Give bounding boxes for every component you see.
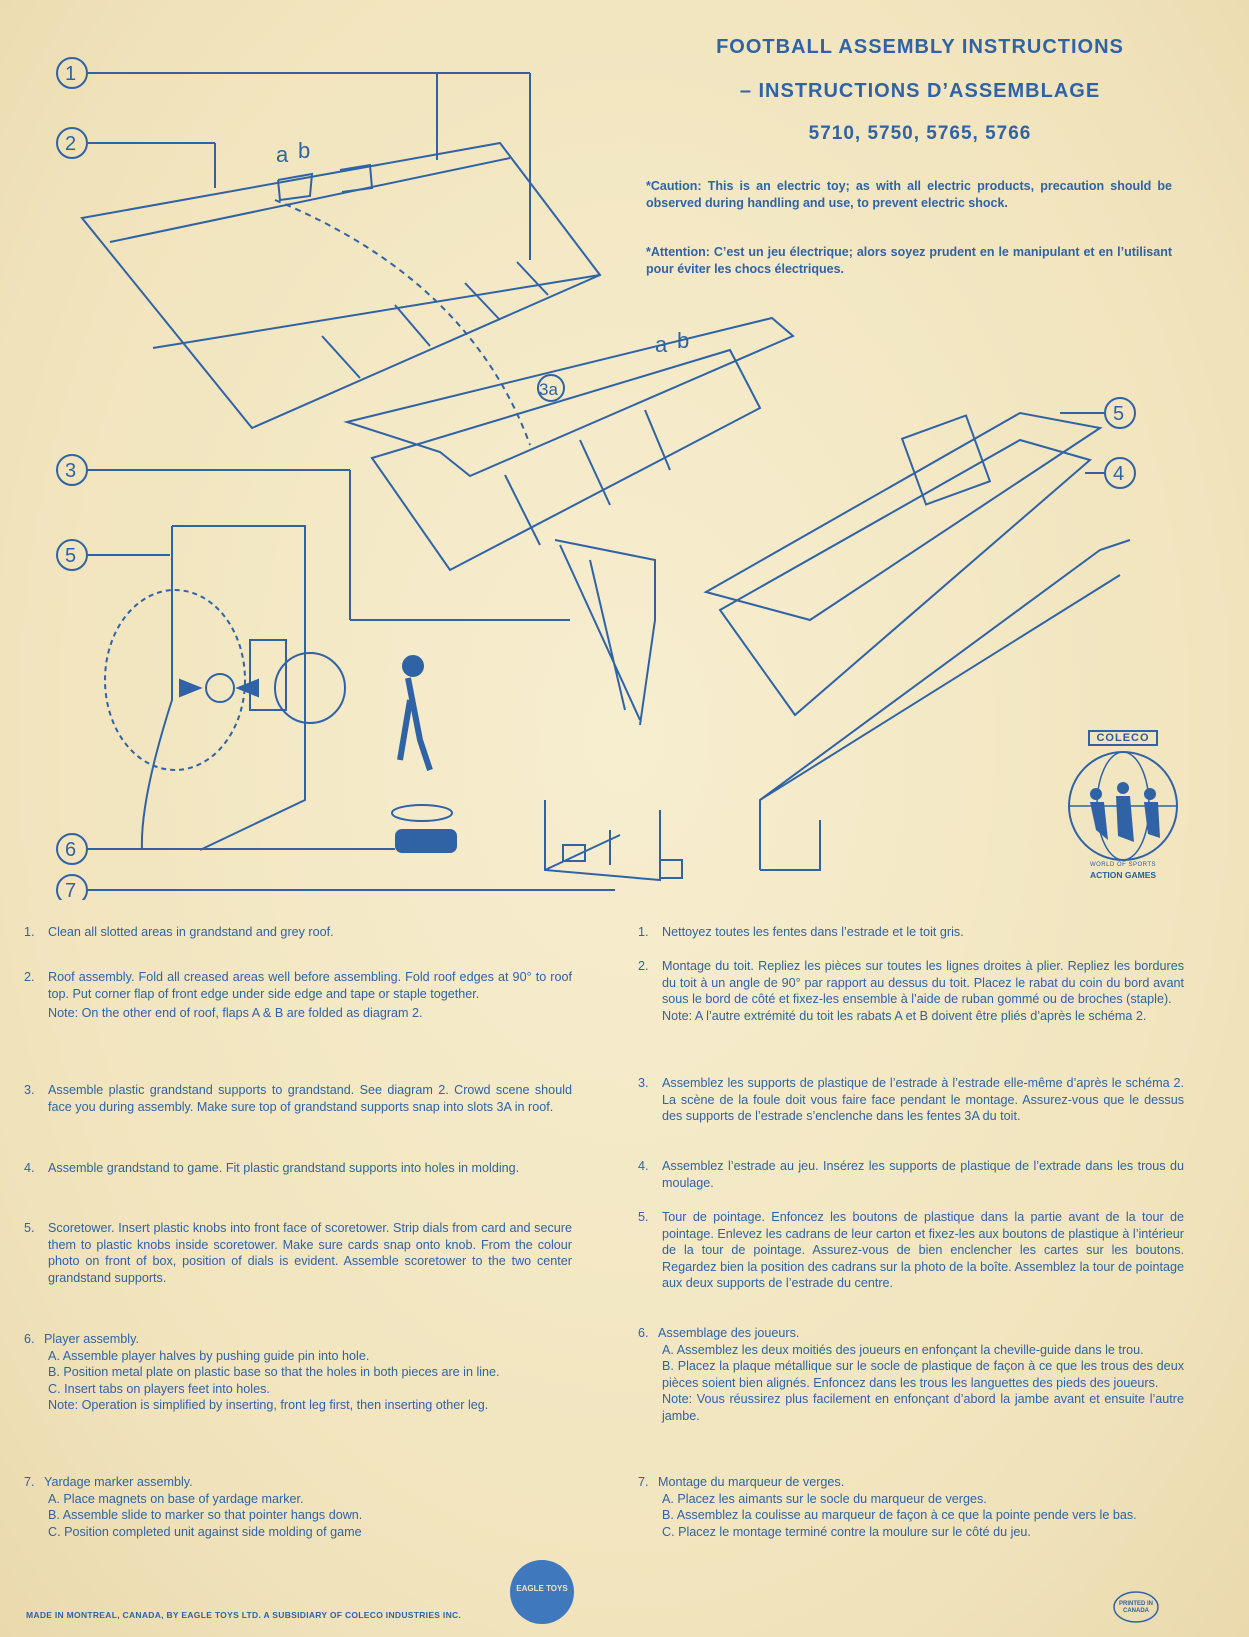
instruction-en-2: 2. Roof assembly. Fold all creased areas well before assembling. Fold roof edges at 90° to roof top. Put corner flap of front edge under side edge and tape or staple together. Note: On the other end of roof, flaps A & B are folded as diagram 2.	[24, 970, 572, 1021]
instruction-fr-4: 4. Assemblez l’estrade au jeu. Insérez les supports de plastique de l’extrade dans les trous du moulage.	[638, 1159, 1184, 1190]
instruction-en-7: 7. Yardage marker assembly. A. Place magnets on base of yardage marker. B. Assemble slide to marker so that pointer hangs down. C. Position completed unit against side molding of game	[24, 1475, 363, 1539]
svg-text:a: a	[655, 332, 668, 357]
coleco-logo: COLECO	[1058, 728, 1188, 746]
callout-7	[57, 875, 615, 900]
callout-2	[57, 128, 215, 188]
callout-4	[1085, 458, 1135, 488]
instruction-fr-3: 3. Assemblez les supports de plastique de l’estrade à l’estrade elle-même d’après le schéma 2. La scène de la foule doit vous faire face pendant le montage. Assurez-vous que le dessus des supports de l’estrade s’enclenche dans les fentes 3A du toit.	[638, 1076, 1184, 1124]
instruction-en-3: 3. Assemble plastic grandstand supports to grandstand. See diagram 2. Crowd scene should face you during assembly. Make sure top of grandstand supports snap into slots 3A in roof.	[24, 1083, 572, 1114]
instruction-fr-1: 1. Nettoyez toutes les fentes dans l’estrade et le toit gris.	[638, 925, 964, 939]
made-in-footer: MADE IN MONTREAL, CANADA, BY EAGLE TOYS LTD. A SUBSIDIARY OF COLECO INDUSTRIES INC.	[26, 1610, 462, 1620]
svg-text:1: 1	[65, 63, 77, 85]
svg-text:5: 5	[65, 545, 77, 567]
svg-text:4: 4	[1113, 463, 1125, 485]
printed-in-canada-stamp	[1112, 1590, 1160, 1624]
callout-5-left	[57, 540, 170, 570]
callout-3	[57, 455, 570, 620]
svg-text:b: b	[298, 138, 311, 163]
instruction-fr-2: 2. Montage du toit. Repliez les pièces sur toutes les lignes droites à plier. Repliez les bordures du toit à un angle de 90° par rapport au dessus du toit. Placez le rabat du coin du bord avant sous le bord de côté et fixez-les ensemble à l’aide de ruban gommé ou de broches (staple). Note: A l’autre extrémité du toit les rabats A et B doivent être pliés d’après le schéma 2.	[638, 959, 1184, 1023]
instruction-fr-5: 5. Tour de pointage. Enfoncez les boutons de plastique dans la partie avant de la tour de pointage. Enlevez les cadrans de leur carton et fixez-les aux boutons de plastique à l’intérieur de la tour de pointage. Assurez-vous de bien enclencher les cartes sur les boutons. Regardez bien la position des cadrans sur la photo de la boîte. Assemblez la tour de pointage aux deux supports de l’estrade du centre.	[638, 1210, 1184, 1291]
svg-text:b: b	[677, 328, 690, 353]
logo-tagline: WORLD OF SPORTS	[1089, 862, 1157, 868]
knob-detail-drawing	[105, 526, 345, 850]
caution-french: *Attention: C’est un jeu électrique; alors soyez prudent en le manipulant et en l’utilisant pour éviter les chocs électriques.	[646, 245, 1172, 276]
globe-players-icon	[1060, 750, 1186, 862]
caution-english: *Caution: This is an electric toy; as with all electric products, precaution should be observed during handling and use, to prevent electric shock.	[646, 179, 1172, 210]
logo-series: ACTION GAMES	[1089, 870, 1157, 880]
player-drawing	[392, 656, 456, 852]
yardage-marker-drawing	[545, 800, 682, 880]
printed-stamp-text: PRINTED IN CANADA	[1118, 1601, 1153, 1614]
eagle-toys-logo	[510, 1560, 574, 1624]
roof-drawing	[82, 138, 600, 445]
eagle-toys-label: EAGLE TOYS	[516, 1584, 568, 1593]
callout-1	[57, 58, 530, 260]
svg-text:3a: 3a	[539, 380, 558, 399]
instruction-en-6: 6. Player assembly. A. Assemble player halves by pushing guide pin into hole. B. Position metal plate on plastic base so that the holes in both pieces are in line. C. Insert tabs on players feet into holes. Note: Operation is simplified by inserting, front leg first, then inserting other leg.	[24, 1332, 500, 1413]
svg-text:2: 2	[65, 133, 77, 155]
svg-text:a: a	[276, 142, 289, 167]
instruction-en-5: 5. Scoretower. Insert plastic knobs into front face of scoretower. Strip dials from card and secure them to plastic knobs inside scoretower. Make sure cards snap onto knob. From the colour photo on front of box, position of dials is evident. Assemble scoretower to the two center grandstand supports.	[24, 1221, 572, 1285]
svg-text:6: 6	[65, 839, 77, 861]
model-numbers: 5710, 5750, 5765, 5766	[808, 123, 1032, 144]
page-subtitle: – INSTRUCTIONS D’ASSEMBLAGE	[739, 80, 1101, 102]
instruction-en-1: 1. Clean all slotted areas in grandstand and grey roof.	[24, 925, 334, 939]
page-title: FOOTBALL ASSEMBLY INSTRUCTIONS	[716, 36, 1124, 58]
svg-text:5: 5	[1113, 403, 1125, 425]
svg-text:3: 3	[65, 460, 77, 482]
instruction-fr-6: 6. Assemblage des joueurs. A. Assemblez les deux moitiés des joueurs en enfonçant la cheville-guide dans le trou. B. Placez la plaque métallique sur le socle de plastique de façon à ce que les trous des deux pièces soient bien alignés. Enfoncez dans les trous les languettes des pieds des joueurs. Note: Vous réussirez plus facilement en enfonçant d’abord la jambe avant et ensuite l’autre jambe.	[638, 1326, 1184, 1423]
svg-text:7: 7	[65, 880, 77, 900]
instruction-fr-7: 7. Montage du marqueur de verges. A. Placez les aimants sur le socle du marqueur de verges. B. Assemblez la coulisse au marqueur de façon à ce que la pointe pende vers le bas. C. Placez le montage terminé contre la moulure sur le côté du jeu.	[638, 1475, 1137, 1539]
instruction-en-4: 4. Assemble grandstand to game. Fit plastic grandstand supports into holes in molding.	[24, 1161, 520, 1175]
